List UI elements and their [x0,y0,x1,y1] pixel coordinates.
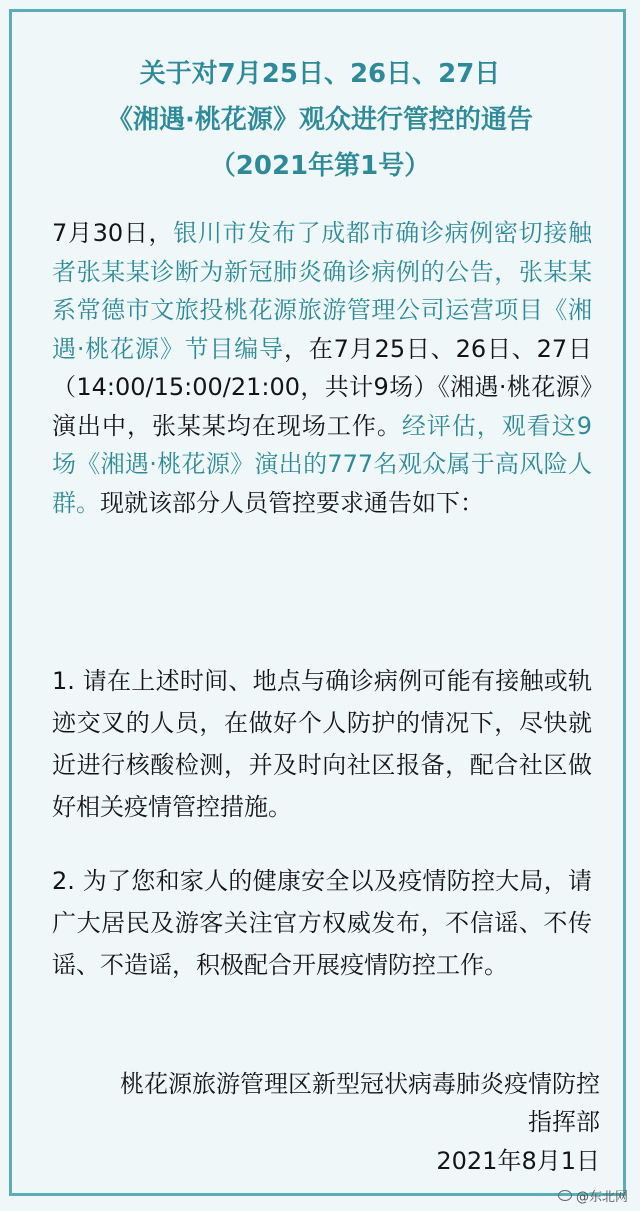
paragraph-1-highlight-case: 银川市发布了成都市确诊病例密切接触者张某某诊断为新冠肺炎确诊病例的公告，张某某系常德市文旅投桃花源旅游管理公司运营项目《湘遇·桃花源》节目编导 [52,219,592,363]
notice-border-frame [9,9,626,1196]
watermark [558,1186,628,1205]
notice-item-2: 2. 为了您和家人的健康安全以及疫情防控大局，请广大居民及游客关注官方权威发布，不信谣、不传谣、不造谣，积极配合开展疫情防控工作。 [52,867,592,979]
watermark-text: @东北网 [575,1190,628,1205]
signature-org-line-2: 指挥部 [528,1108,600,1136]
notice-paragraph-1 [52,214,592,522]
signature-org-line-1: 桃花源旅游管理区新型冠状病毒肺炎疫情防控 [120,1070,600,1098]
notice-item-1: 1. 请在上述时间、地点与确诊病例可能有接触或轨迹交叉的人员，在做好个人防护的情况下，尽快就近进行核酸检测，并及时向社区报备，配合社区做好相关疫情管控措施。 [52,667,592,821]
paragraph-1-date: 7月30日， [52,219,174,247]
paragraph-1-closing: 现就该部分人员管控要求通告如下： [100,488,484,517]
paragraph-1-schedule: ，在7月25日、26日、27日（14:00/15:00/21:00，共计9场）《湘遇·桃花源》演出中，张某某均在现场工作。 [52,334,592,440]
weibo-icon [558,1190,572,1201]
notice-title-line-2: 《湘遇·桃花源》观众进行管控的通告 [107,105,533,135]
notice-title-number: （2021年第1号） [209,151,431,181]
signature-date: 2021年8月1日 [436,1147,600,1175]
notice-title-line-1: 关于对7月25日、26日、27日 [139,59,501,89]
paragraph-1-highlight-risk: 经评估，观看这9场《湘遇·桃花源》演出的777名观众属于高风险人群。 [52,411,592,517]
